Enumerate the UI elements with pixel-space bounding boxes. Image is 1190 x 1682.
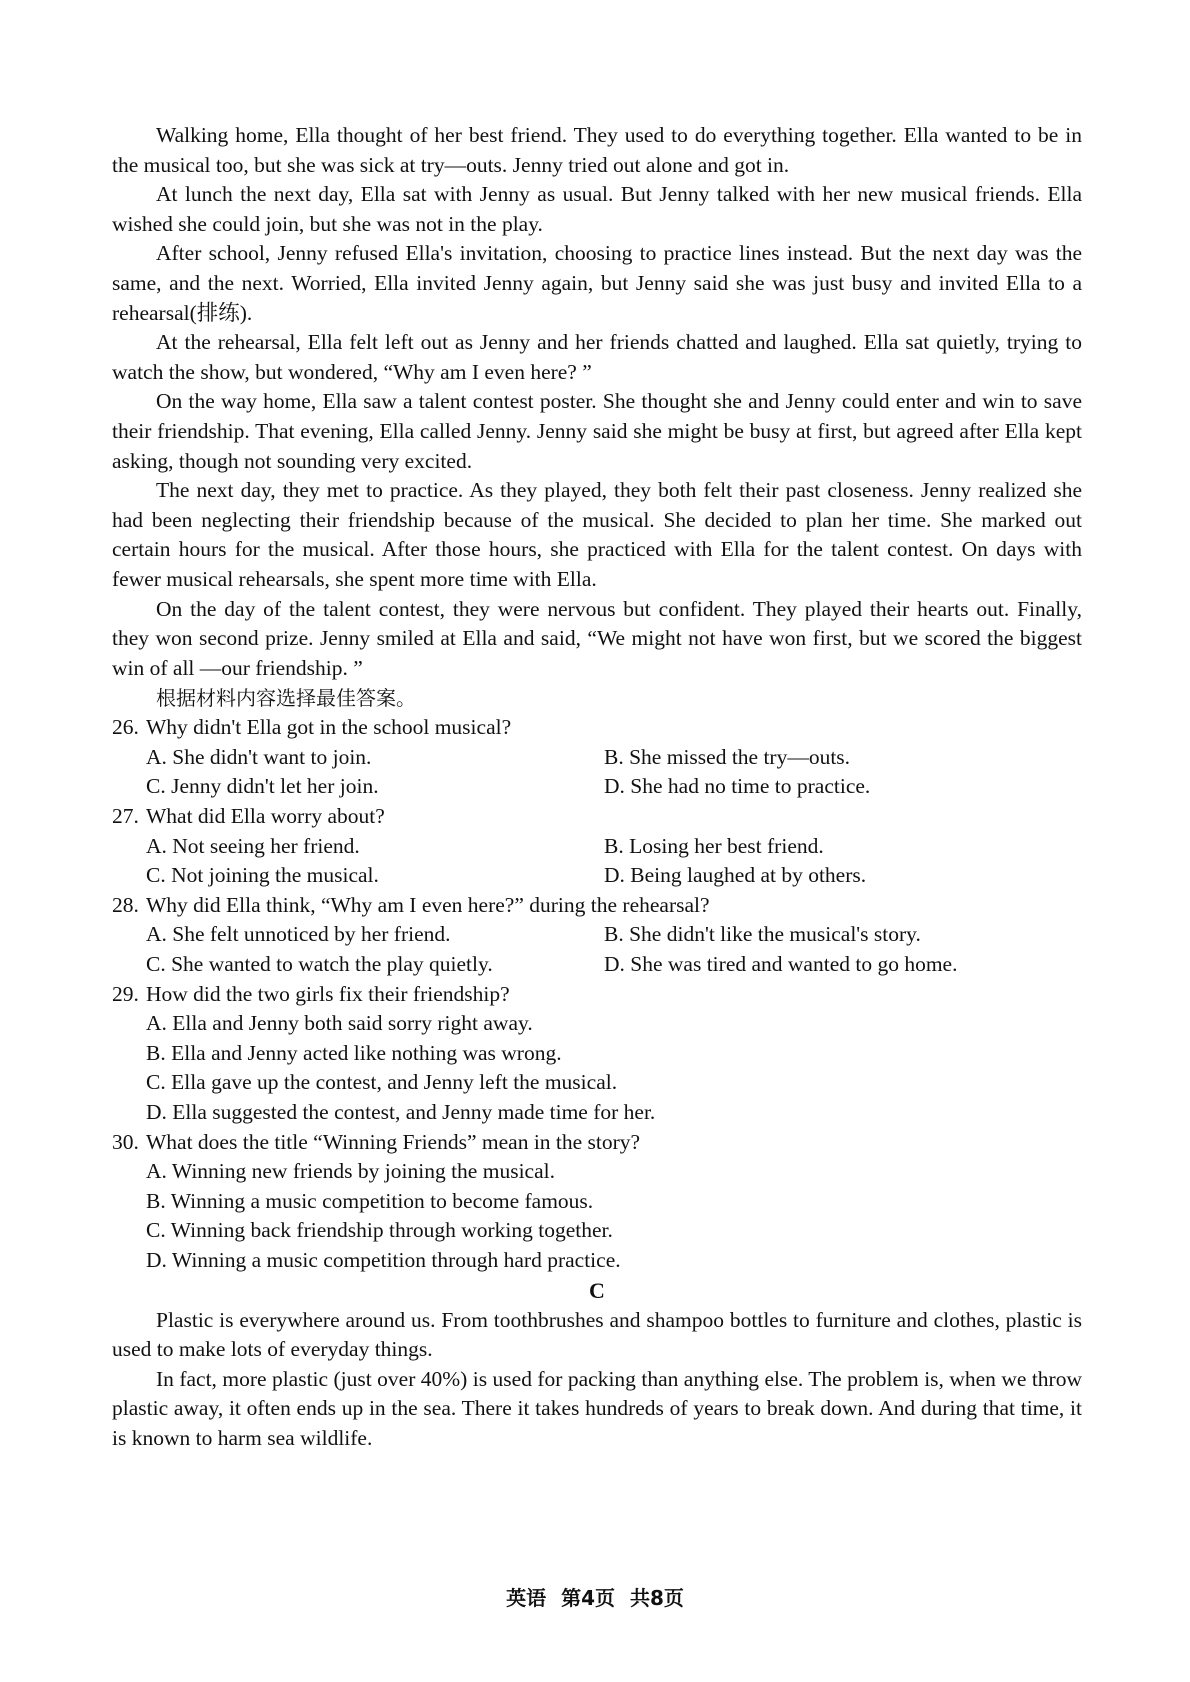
question-stem: Why did Ella think, “Why am I even here?” during the rehearsal? bbox=[146, 892, 710, 917]
option-b[interactable]: B. Losing her best friend. bbox=[604, 833, 824, 858]
option-b[interactable]: B. Winning a music competition to become famous. bbox=[146, 1188, 594, 1213]
instruction-text: 根据材料内容选择最佳答案。 bbox=[156, 686, 416, 711]
paragraph: In fact, more plastic (just over 40%) is used for packing than anything else. The problem is, when we throw plastic away, it often ends up in the sea. There it takes hundreds of years to break down. And during that time, it is known to harm sea wildlife. bbox=[112, 1366, 1082, 1450]
question-26 bbox=[112, 713, 1082, 802]
question-28 bbox=[112, 891, 1082, 980]
option-c[interactable]: C. Jenny didn't let her join. bbox=[146, 774, 379, 799]
option-d[interactable]: D. She had no time to practice. bbox=[604, 774, 871, 799]
paragraph: After school, Jenny refused Ella's invitation, choosing to practice lines instead. But the next day was the same, and the next. Worried, Ella invited Jenny again, but Jenny said she was just busy and invited Ella to a rehearsal(排练). bbox=[112, 241, 1082, 325]
question-stem: How did the two girls fix their friendship? bbox=[146, 981, 510, 1006]
option-c[interactable]: C. Not joining the musical. bbox=[146, 863, 379, 888]
question-number: 29. bbox=[112, 981, 139, 1006]
question-29 bbox=[112, 980, 1082, 1128]
paragraph: Walking home, Ella thought of her best friend. They used to do everything together. Ella wanted to be in the musical too, but she was sick at try—outs. Jenny tried out alone and got in. bbox=[112, 123, 1082, 177]
question-number: 28. bbox=[112, 892, 139, 917]
option-d[interactable]: D. Winning a music competition through hard practice. bbox=[146, 1247, 621, 1272]
paragraph: At lunch the next day, Ella sat with Jenny as usual. But Jenny talked with her new musical friends. Ella wished she could join, but she was not in the play. bbox=[112, 182, 1082, 236]
passage-b bbox=[112, 121, 1082, 683]
option-a[interactable]: A. Not seeing her friend. bbox=[146, 833, 360, 858]
option-b[interactable]: B. She missed the try—outs. bbox=[604, 744, 851, 769]
section-heading: C bbox=[589, 1277, 605, 1303]
footer-subject: 英语 bbox=[506, 1586, 547, 1610]
question-stem: Why didn't Ella got in the school musical? bbox=[146, 715, 512, 740]
option-c[interactable]: C. Winning back friendship through working together. bbox=[146, 1218, 613, 1243]
question-stem: What did Ella worry about? bbox=[146, 804, 385, 829]
option-d[interactable]: D. Being laughed at by others. bbox=[604, 863, 867, 888]
question-number: 30. bbox=[112, 1129, 139, 1154]
paragraph: Plastic is everywhere around us. From toothbrushes and shampoo bottles to furniture and clothes, plastic is used to make lots of everyday things. bbox=[112, 1307, 1082, 1362]
option-d[interactable]: D. She was tired and wanted to go home. bbox=[604, 952, 958, 977]
option-c[interactable]: C. She wanted to watch the play quietly. bbox=[146, 952, 493, 977]
paragraph: At the rehearsal, Ella felt left out as Jenny and her friends chatted and laughed. Ella sat quietly, trying to watch the show, but wondered, “Why am I even here? ” bbox=[112, 330, 1082, 384]
option-a[interactable]: A. She didn't want to join. bbox=[146, 744, 372, 769]
option-b[interactable]: B. She didn't like the musical's story. bbox=[604, 922, 921, 947]
option-b[interactable]: B. Ella and Jenny acted like nothing was wrong. bbox=[146, 1040, 562, 1065]
option-a[interactable]: A. Winning new friends by joining the musical. bbox=[146, 1159, 555, 1184]
option-a[interactable]: A. She felt unnoticed by her friend. bbox=[146, 922, 451, 947]
option-d[interactable]: D. Ella suggested the contest, and Jenny made time for her. bbox=[146, 1100, 656, 1124]
passage-c bbox=[112, 1306, 1082, 1454]
question-27 bbox=[112, 802, 1082, 891]
paragraph: The next day, they met to practice. As they played, they both felt their past closeness. Jenny realized she had been neglecting their friendship because of the musical. She decided to plan her time. She marked out certain hours for the musical. After those hours, she practiced with Ella for the talent contest. On days with fewer musical rehearsals, she spent more time with Ella. bbox=[112, 478, 1082, 591]
question-number: 26. bbox=[112, 715, 139, 740]
question-number: 27. bbox=[112, 804, 139, 829]
paragraph: On the day of the talent contest, they were nervous but confident. They played their hearts out. Finally, they won second prize. Jenny smiled at Ella and said, “We might not have won first, but we scored the biggest win of all —our friendship. ” bbox=[112, 596, 1082, 680]
paragraph: On the way home, Ella saw a talent contest poster. She thought she and Jenny could enter and win to save their friendship. That evening, Ella called Jenny. Jenny said she might be busy at first, but agreed after Ella kept asking, though not sounding very excited. bbox=[112, 389, 1082, 473]
question-stem: What does the title “Winning Friends” mean in the story? bbox=[146, 1129, 641, 1154]
footer-page-number: 第4页 bbox=[561, 1586, 615, 1610]
question-30 bbox=[112, 1128, 1082, 1276]
option-c[interactable]: C. Ella gave up the contest, and Jenny left the musical. bbox=[146, 1070, 618, 1095]
option-a[interactable]: A. Ella and Jenny both said sorry right away. bbox=[146, 1011, 533, 1036]
page-footer bbox=[0, 1582, 1190, 1611]
footer-total-pages: 共8页 bbox=[629, 1586, 684, 1610]
